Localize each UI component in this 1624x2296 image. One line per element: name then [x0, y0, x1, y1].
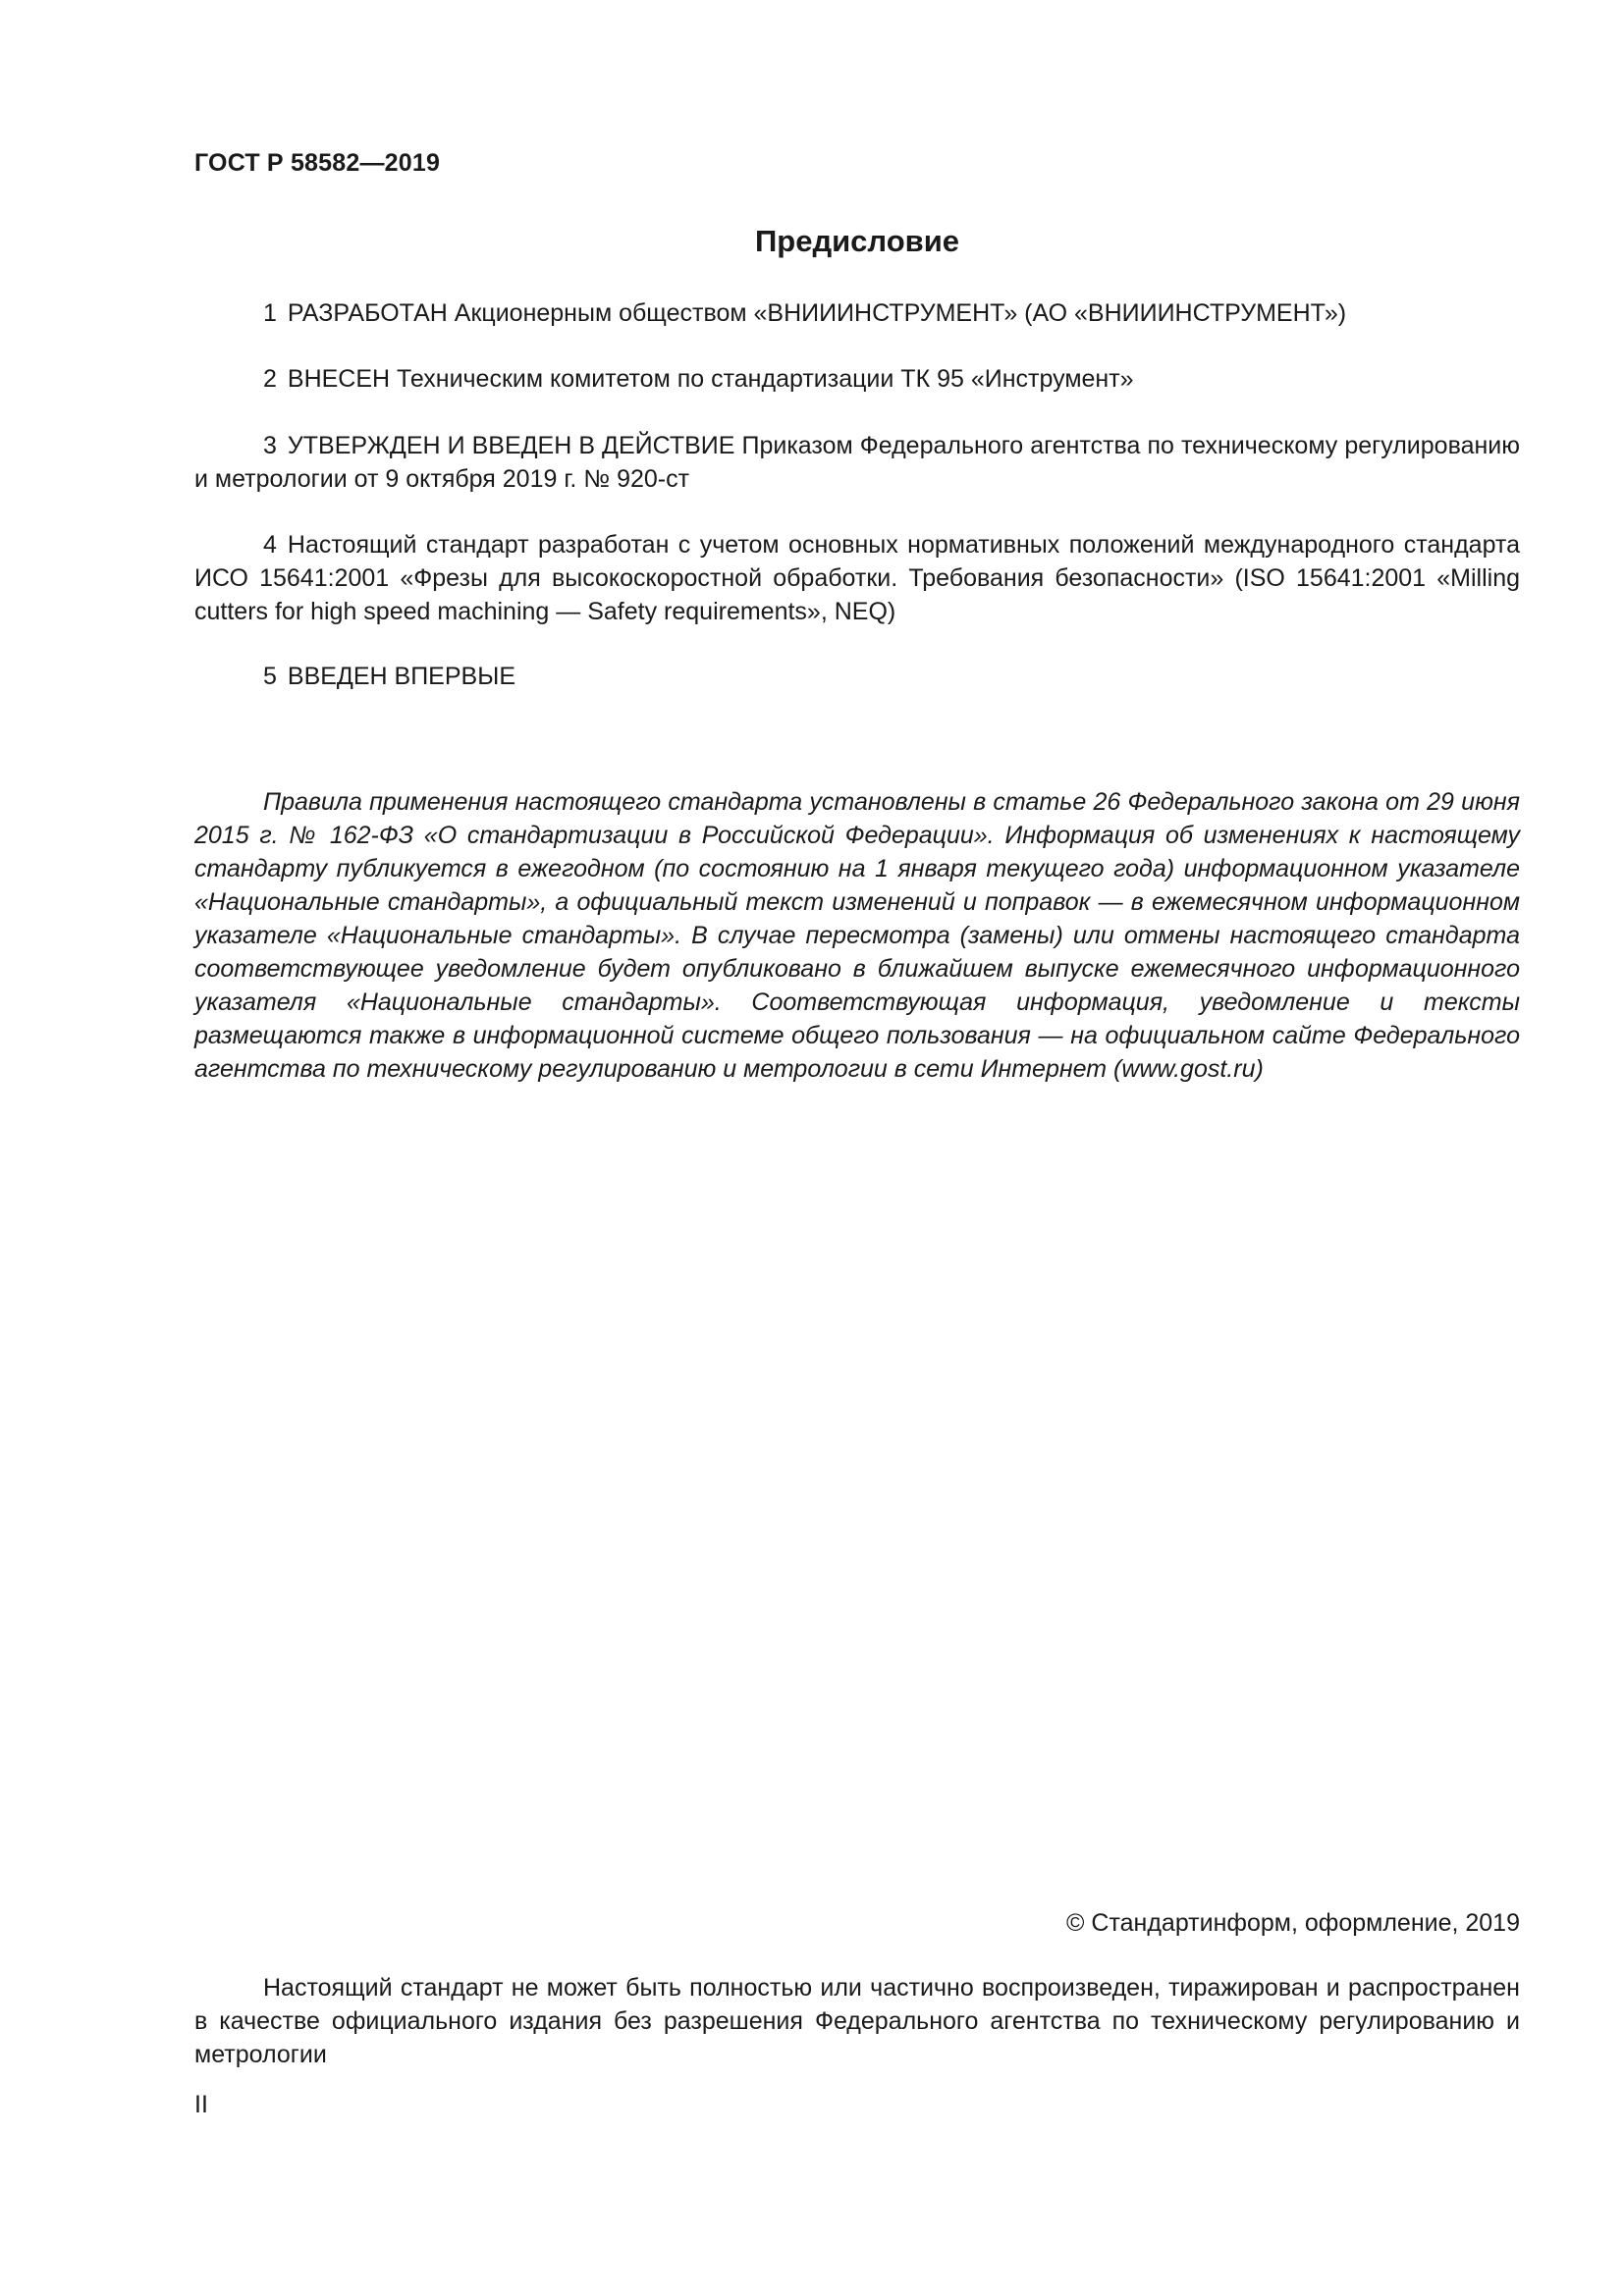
item-number: 1: [263, 299, 277, 327]
reproduction-notice: Настоящий стандарт не может быть полностью или частично воспроизведен, тиражирован и распространен в качестве официального издания без разрешения Федерального агентства по техническому регулированию и метрологии: [194, 1974, 1520, 2068]
item-number: 5: [263, 663, 277, 690]
foreword-item-3: [194, 429, 1520, 496]
page-number: II: [194, 2091, 208, 2118]
copyright-notice: © Стандартинформ, оформление, 2019: [1066, 1909, 1520, 1937]
item-text: Настоящий стандарт разработан с учетом основных нормативных положений международного стандарта ИСО 15641:2001 «Фрезы для высокоскоростной обработки. Требования безопасности» (ISO 15641:2001 «Milling cutters for high speed machining — Safety requirements», NEQ): [194, 531, 1520, 625]
item-text: ВНЕСЕН Техническим комитетом по стандартизации ТК 95 «Инструмент»: [287, 365, 1134, 393]
item-text: УТВЕРЖДЕН И ВВЕДЕН В ДЕЙСТВИЕ Приказом Федерального агентства по техническому регулированию и метрологии от 9 октября 2019 г. № 920-ст: [194, 432, 1520, 493]
foreword-item-2: [194, 362, 1520, 396]
document-code: ГОСТ Р 58582—2019: [194, 149, 441, 177]
foreword-item-1: [194, 296, 1520, 330]
item-text: ВВЕДЕН ВПЕРВЫЕ: [287, 663, 516, 690]
item-number: 3: [263, 432, 277, 459]
foreword-item-4: [194, 528, 1520, 628]
foreword-item-5: [194, 660, 1520, 693]
foreword-title: Предисловие: [754, 224, 959, 258]
standard-application-rules: Правила применения настоящего стандарта установлены в статье 26 Федерального закона от 29 июня 2015 г. № 162-ФЗ «О стандартизации в Российской Федерации». Информация об изменениях к настоящему стандарту публикуется в ежегодном (по состоянию на 1 января текущего года) информационном указателе «Национальные стандарты», а официальный текст изменений и поправок — в ежемесячном информационном указателе «Национальные стандарты». В случае пересмотра (замены) или отмены настоящего стандарта соответствующее уведомление будет опубликовано в ближайшем выпуске ежемесячного информационного указателя «Национальные стандарты». Соответствующая информация, уведомление и тексты размещаются также в информационной системе общего пользования — на официальном сайте Федерального агентства по техническому регулированию и метрологии в сети Интернет (www.gost.ru): [194, 788, 1520, 1083]
item-number: 4: [263, 531, 277, 559]
item-text: РАЗРАБОТАН Акционерным обществом «ВНИИИНСТРУМЕНТ» (АО «ВНИИИНСТРУМЕНТ»): [287, 299, 1347, 327]
item-number: 2: [263, 365, 277, 393]
